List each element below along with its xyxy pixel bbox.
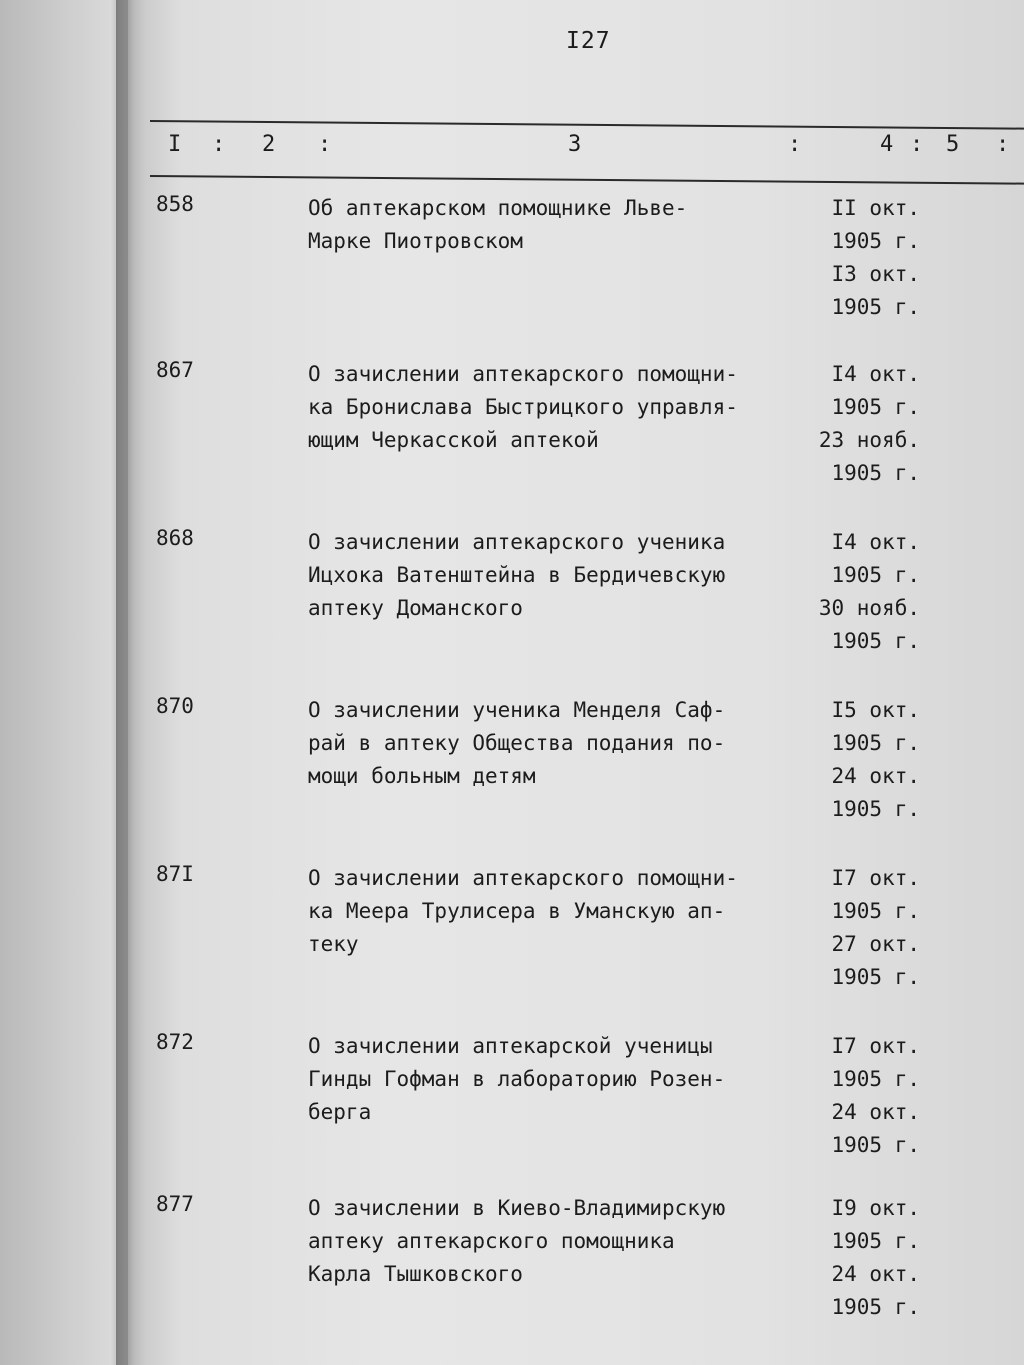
- column-header-3: 3: [568, 132, 582, 157]
- date-end-day: 30 нояб.: [818, 596, 920, 620]
- title-line: О зачислении аптекарского ученика: [308, 530, 726, 554]
- title-line: Об аптекарском помощнике Льве-: [308, 196, 688, 220]
- record-dates: [790, 1192, 920, 1324]
- record: [150, 358, 1024, 518]
- title-line: О зачислении аптекарской ученицы: [308, 1034, 713, 1058]
- book-gutter: [116, 0, 146, 1365]
- date-start-year: 1905 г.: [831, 1067, 920, 1091]
- column-separator: :: [910, 132, 924, 157]
- record-title: [308, 694, 778, 793]
- title-line: Карла Тышковского: [308, 1262, 523, 1286]
- date-end-day: 27 окт.: [831, 932, 920, 956]
- date-end-year: 1905 г.: [831, 629, 920, 653]
- title-line: Ицхока Ватенштейна в Бердичевскую: [308, 563, 726, 587]
- date-start-year: 1905 г.: [831, 731, 920, 755]
- date-start-day: I4 окт.: [831, 530, 920, 554]
- title-line: рай в аптеку Общества подания по-: [308, 731, 726, 755]
- record-dates: [790, 526, 920, 658]
- date-end-day: 24 окт.: [831, 1100, 920, 1124]
- date-start-year: 1905 г.: [831, 899, 920, 923]
- title-line: Гинды Гофман в лабораторию Розен-: [308, 1067, 726, 1091]
- record-dates: [790, 192, 920, 324]
- date-end-year: 1905 г.: [831, 1133, 920, 1157]
- column-separator: :: [318, 132, 332, 157]
- date-end-year: 1905 г.: [831, 965, 920, 989]
- title-line: ка Меера Трулисера в Уманскую ап-: [308, 899, 726, 923]
- record-dates: [790, 862, 920, 994]
- record-dates: [790, 358, 920, 490]
- title-line: О зачислении ученика Менделя Саф-: [308, 698, 726, 722]
- record-title: [308, 1030, 778, 1129]
- date-end-day: 23 нояб.: [818, 428, 920, 452]
- column-header-2: 2: [262, 132, 276, 157]
- record: [150, 192, 1024, 352]
- date-end-day: 24 окт.: [831, 764, 920, 788]
- date-start-day: I7 окт.: [831, 1034, 920, 1058]
- date-end-year: 1905 г.: [831, 1295, 920, 1319]
- record-number: 872: [156, 1030, 194, 1054]
- record: [150, 694, 1024, 854]
- record: [150, 862, 1024, 1022]
- record-title: [308, 1192, 778, 1291]
- record: [150, 1030, 1024, 1190]
- date-start-year: 1905 г.: [831, 229, 920, 253]
- title-line: ющим Черкасской аптекой: [308, 428, 599, 452]
- record-title: [308, 862, 778, 961]
- record-title: [308, 526, 778, 625]
- record-number: 867: [156, 358, 194, 382]
- title-line: берга: [308, 1100, 372, 1124]
- column-header-5: 5: [946, 132, 960, 157]
- date-start-day: II окт.: [831, 196, 920, 220]
- date-start-day: I9 окт.: [831, 1196, 920, 1220]
- date-start-year: 1905 г.: [831, 1229, 920, 1253]
- date-start-day: I4 окт.: [831, 362, 920, 386]
- date-end-year: 1905 г.: [831, 461, 920, 485]
- title-line: Марке Пиотровском: [308, 229, 523, 253]
- title-line: ка Бронислава Быстрицкого управля-: [308, 395, 738, 419]
- date-start-year: 1905 г.: [831, 395, 920, 419]
- title-line: О зачислении аптекарского помощни-: [308, 362, 738, 386]
- column-separator: :: [212, 132, 226, 157]
- page-number: I27: [566, 28, 611, 54]
- title-line: О зачислении в Киево-Владимирскую: [308, 1196, 726, 1220]
- column-separator: :: [788, 132, 802, 157]
- title-line: аптеку Доманского: [308, 596, 523, 620]
- title-line: аптеку аптекарского помощника: [308, 1229, 675, 1253]
- facing-page: [0, 0, 130, 1365]
- date-start-year: 1905 г.: [831, 563, 920, 587]
- record-number: 877: [156, 1192, 194, 1216]
- record-number: 87I: [156, 862, 194, 886]
- date-end-day: I3 окт.: [831, 262, 920, 286]
- record-dates: [790, 1030, 920, 1162]
- record-title: [308, 192, 778, 258]
- record-number: 868: [156, 526, 194, 550]
- date-start-day: I5 окт.: [831, 698, 920, 722]
- title-line: теку: [308, 932, 359, 956]
- date-end-year: 1905 г.: [831, 295, 920, 319]
- date-end-year: 1905 г.: [831, 797, 920, 821]
- column-header-4: 4: [880, 132, 894, 157]
- title-line: О зачислении аптекарского помощни-: [308, 866, 738, 890]
- column-separator: :: [996, 132, 1010, 157]
- record: [150, 1192, 1024, 1352]
- record-dates: [790, 694, 920, 826]
- record-number: 858: [156, 192, 194, 216]
- record-number: 870: [156, 694, 194, 718]
- column-header-1: I: [168, 132, 182, 157]
- title-line: мощи больным детям: [308, 764, 536, 788]
- record-title: [308, 358, 778, 457]
- record: [150, 526, 1024, 686]
- date-end-day: 24 окт.: [831, 1262, 920, 1286]
- date-start-day: I7 окт.: [831, 866, 920, 890]
